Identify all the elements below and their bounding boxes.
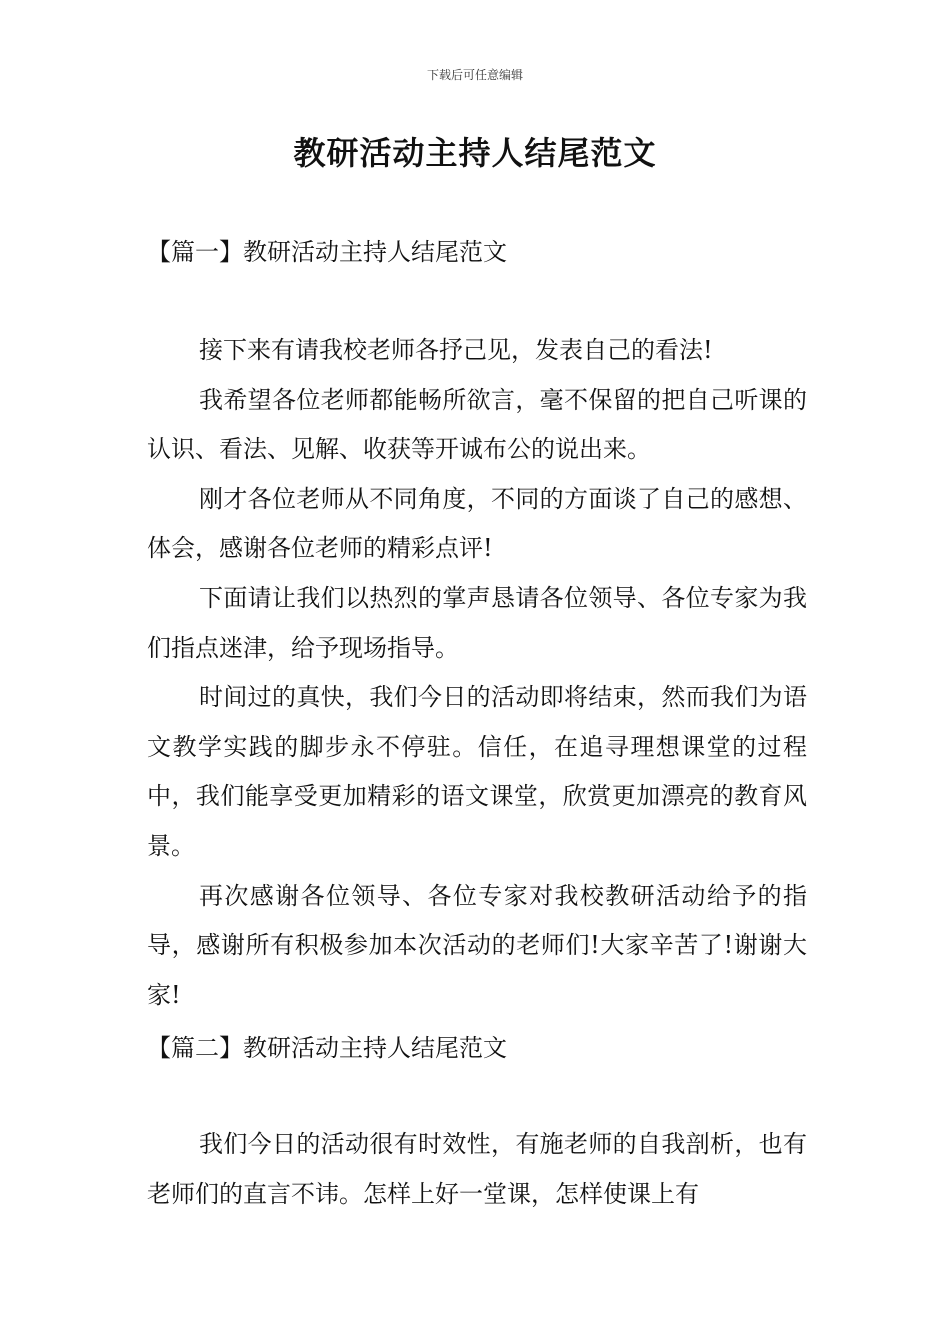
paragraph: 刚才各位老师从不同角度，不同的方面谈了自己的感想、体会，感谢各位老师的精彩点评! [147, 484, 807, 563]
paragraph: 下面请让我们以热烈的掌声恳请各位领导、各位专家为我们指点迷津，给予现场指导。 [147, 584, 807, 662]
section-heading-2: 【篇二】教研活动主持人结尾范文 [147, 1034, 507, 1062]
paragraph: 接下来有请我校老师各抒己见，发表自己的看法! [199, 336, 713, 364]
paragraph: 时间过的真快，我们今日的活动即将结束，然而我们为语文教学实践的脚步永不停驻。信任，在追寻理想课堂的过程中，我们能享受更加精彩的语文课堂，欣赏更加漂亮的教育风景。 [147, 683, 807, 860]
paragraph: 再次感谢各位领导、各位专家对我校教研活动给予的指导，感谢所有积极参加本次活动的老师们!大家辛苦了!谢谢大家! [147, 881, 807, 1009]
paragraph: 我们今日的活动很有时效性，有施老师的自我剖析，也有老师们的直言不讳。怎样上好一堂课，怎样使课上有 [147, 1130, 807, 1208]
paragraph: 我希望各位老师都能畅所欲言，毫不保留的把自己听课的认识、看法、见解、收获等开诚布公的说出来。 [147, 385, 807, 464]
document-title: 教研活动主持人结尾范文 [293, 134, 657, 172]
header-note: 下载后可任意编辑 [426, 68, 523, 82]
section-heading-1: 【篇一】教研活动主持人结尾范文 [147, 238, 507, 266]
